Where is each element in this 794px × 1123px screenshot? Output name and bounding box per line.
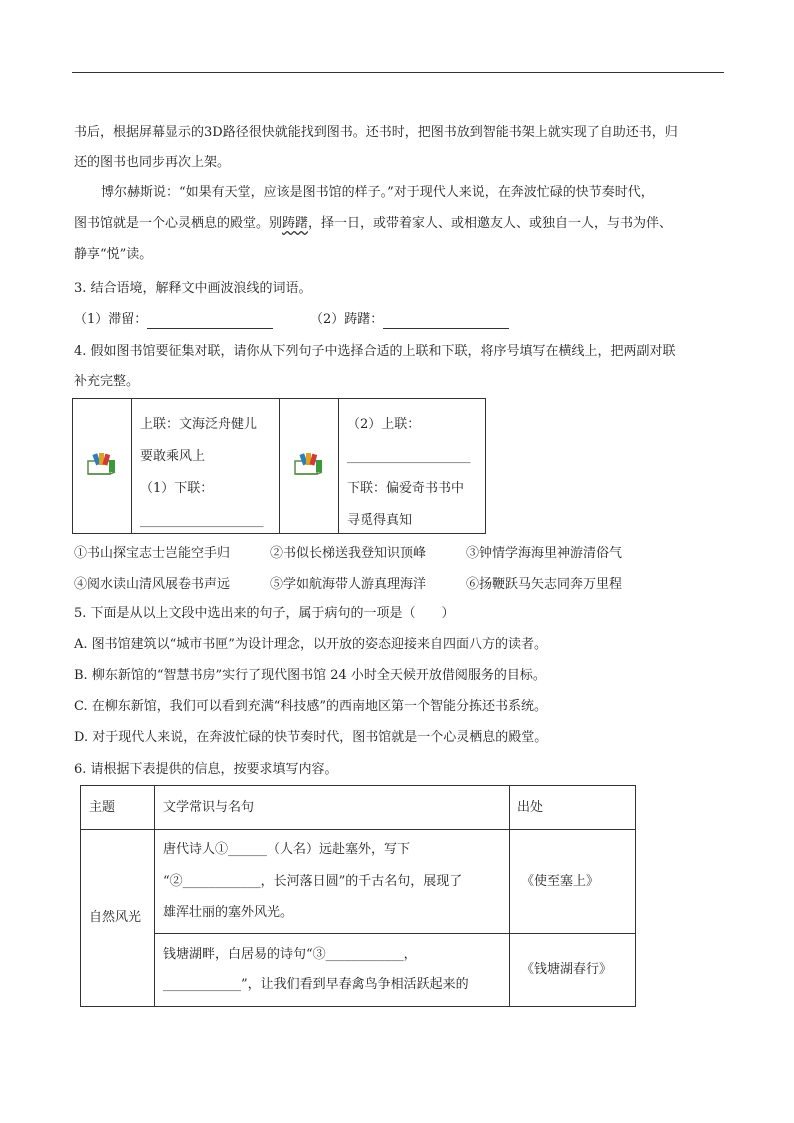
question-4-stem: 4. 假如图书馆要征集对联，请你从下列句子中选择合适的上联和下联，将序号填写在横线上，把两副对联 — [74, 344, 676, 359]
answer-blank[interactable]: ___________________ — [140, 513, 264, 528]
table-cell: “②____________，长河落日圆”的千古名句，展现了 — [163, 874, 463, 889]
theme-cell: 自然风光 — [89, 910, 142, 925]
header-theme: 主题 — [89, 800, 116, 815]
passage-line: 博尔赫斯说：“如果有天堂，应该是图书馆的样子。”对于现代人来说，在奔波忙碌的快节奏时代， — [101, 185, 654, 200]
source-cell: 《钱塘湖春行》 — [521, 962, 613, 977]
question-3-stem: 3. 结合语境，解释文中画波浪线的词语。 — [74, 281, 312, 296]
passage-line: 还的图书也同步再次上架。 — [74, 155, 231, 170]
couplet-option: ②书似长梯送我登知识顶峰 — [270, 546, 427, 561]
question-6-stem: 6. 请根据下表提供的信息，按要求填写内容。 — [74, 762, 338, 777]
passage-line: 图书馆就是一个心灵栖息的殿堂。别踌躇，择一日，或带着家人、或相邀友人、或独自一人，与书为伴、 — [74, 216, 673, 231]
couplet-icon-cell — [73, 399, 132, 533]
header-rule — [72, 72, 724, 73]
wavy-underlined-word: 踌躇 — [282, 216, 309, 231]
books-icon — [85, 451, 119, 481]
passage-line: 书后，根据屏幕显示的3D路径很快就能找到图书。还书时，把图书放到智能书架上就实现了自助还书，归 — [74, 125, 678, 140]
question-4-stem: 补充完整。 — [74, 374, 140, 389]
couplet-option: ④阅水读山清风展卷书声远 — [74, 577, 231, 592]
question-3-item-2: （2）踌躇： — [310, 311, 509, 329]
books-icon — [292, 451, 326, 481]
literature-table — [80, 785, 636, 1007]
header-content: 文学常识与名句 — [163, 800, 255, 815]
passage-line: 静享“悦”读。 — [74, 247, 153, 262]
source-cell: 《使至塞上》 — [521, 874, 600, 889]
question-5-stem: 5. 下面是从以上文段中选出来的句子，属于病句的一项是（ ） — [74, 606, 455, 621]
question-3-item-1: （1）滞留： — [74, 311, 273, 329]
table-cell: 唐代诗人①______（人名）远赴塞外，写下 — [163, 842, 411, 857]
choice-d: D. 对于现代人来说，在奔波忙碌的快节奏时代，图书馆就是一个心灵栖息的殿堂。 — [74, 730, 548, 745]
couplet-icon-cell — [280, 399, 339, 533]
table-cell: ____________”，让我们看到早春禽鸟争相活跃起来的 — [163, 977, 469, 992]
table-cell: 雄浑壮丽的塞外风光。 — [163, 905, 294, 920]
answer-blank[interactable] — [383, 314, 509, 329]
answer-blank[interactable]: ___________________ — [347, 449, 471, 464]
choice-b: B. 柳东新馆的“智慧书房”实行了现代图书馆 24 小时全天候开放借阅服务的目标。 — [74, 668, 546, 683]
choice-c: C. 在柳东新馆，我们可以看到充满“科技感”的西南地区第一个智能分拣还书系统。 — [74, 699, 548, 714]
couplet-option: ⑥扬鞭跃马矢志同奔万里程 — [466, 577, 623, 592]
couplet-table — [72, 398, 486, 534]
couplet-option: ③钟情学海海里神游清俗气 — [466, 546, 623, 561]
header-source: 出处 — [517, 800, 544, 815]
couplet-left-cell: 上联：文海泛舟健儿 要敢乘风上 （1）下联： ___________________ — [131, 399, 280, 533]
couplet-right-cell: （2）上联： ___________________ 下联：偏爱奇书书中 寻觅得真知 — [338, 399, 485, 533]
choice-a: A. 图书馆建筑以“城市书匣”为设计理念，以开放的姿态迎接来自四面八方的读者。 — [74, 637, 547, 652]
couplet-option: ①书山探宝志士岂能空手归 — [74, 546, 231, 561]
table-cell: 钱塘湖畔，白居易的诗句“③____________， — [163, 947, 417, 962]
couplet-option: ⑤学如航海带人游真理海洋 — [270, 577, 427, 592]
answer-blank[interactable] — [147, 314, 273, 329]
